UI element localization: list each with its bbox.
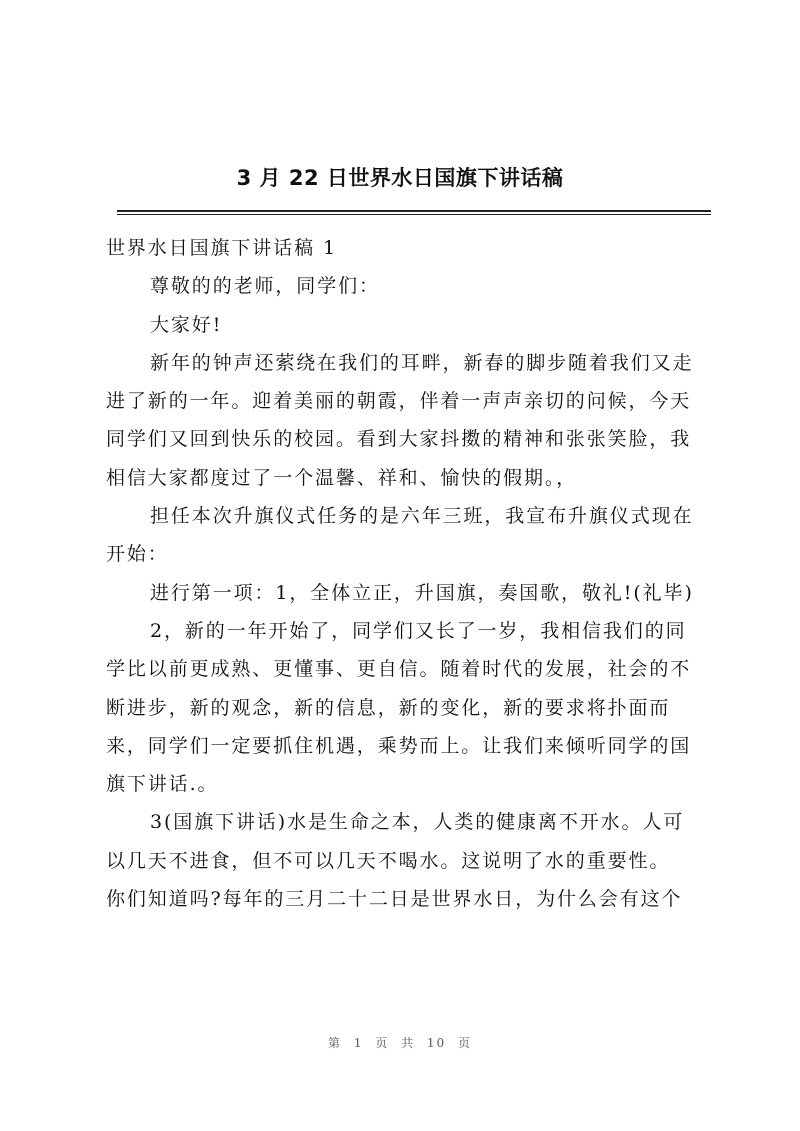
text-line: 2，新的一年开始了，同学们又长了一岁，我相信我们的同	[150, 619, 687, 642]
text-line: 担任本次升旗仪式任务的是六年三班，我宣布升旗仪式现在	[150, 505, 694, 528]
text-line: 进行第一项：1，全体立正，升国旗，奏国歌，敬礼!(礼毕)	[150, 581, 694, 604]
document-body	[106, 229, 712, 918]
text-line: 学比以前更成熟、更懂事、更自信。随着时代的发展，社会的不	[106, 658, 692, 681]
text-line: 断进步，新的观念，新的信息，新的变化，新的要求将扑面而	[106, 696, 671, 719]
text-line: 开始：	[106, 543, 169, 566]
text-line: 尊敬的的老师，同学们：	[150, 275, 380, 298]
text-line: 来，同学们一定要抓住机遇，乘势而上。让我们来倾听同学的国	[106, 734, 692, 757]
text-line: 世界水日国旗下讲话稿 1	[106, 237, 337, 259]
text-line: 相信大家都度过了一个温馨、祥和、愉快的假期。，	[106, 466, 578, 489]
page-footer: 第 1 页 共 10 页	[328, 1036, 472, 1050]
text-line: 新年的钟声还萦绕在我们的耳畔，新春的脚步随着我们又走	[150, 351, 694, 374]
document-title: 3 月 22 日世界水日国旗下讲话稿	[236, 166, 564, 190]
text-line: 以几天不进食，但不可以几天不喝水。这说明了水的重要性。	[106, 849, 671, 872]
text-line: 同学们又回到快乐的校园。看到大家抖擞的精神和张张笑脸，我	[106, 428, 692, 451]
text-line: 旗下讲话.。	[106, 773, 219, 796]
text-line: 进了新的一年。迎着美丽的朝霞，伴着一声声亲切的问候，今天	[106, 390, 692, 413]
title-divider	[117, 210, 711, 215]
text-line: 大家好!	[150, 313, 223, 336]
text-line: 3(国旗下讲话)水是生命之本，人类的健康离不开水。人可	[150, 811, 685, 834]
text-line: 你们知道吗?每年的三月二十二日是世界水日，为什么会有这个	[106, 888, 683, 911]
